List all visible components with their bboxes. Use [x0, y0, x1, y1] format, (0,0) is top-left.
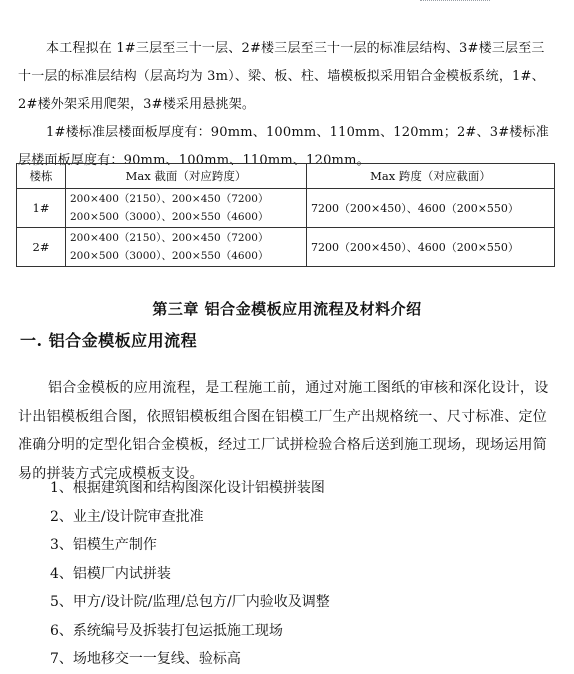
process-steps-list	[50, 474, 330, 674]
cell-span: 7200（200×450）、4600（200×550）	[307, 228, 555, 267]
floor-spec-table	[16, 163, 555, 267]
cell-building: 1#	[17, 189, 66, 228]
intro-paragraph-2: 1#楼标准层楼面板厚度有：90mm、100mm、110mm、120mm；2#、3#楼标准层楼面板厚度有：90mm、100mm、110mm、120mm。	[18, 125, 549, 168]
list-item: 4、铝模厂内试拼装	[50, 565, 171, 582]
table-row	[17, 228, 555, 267]
intro-paragraph-1: 本工程拟在 1#三层至三十一层、2#楼三层至三十一层的标准层结构、3#楼三层至三十一层的标准层结构（层高均为 3m）、梁、板、柱、墙模板拟采用铝合金模板系统，1#、2#楼外架采用爬架，3#楼采用悬挑架。	[18, 41, 545, 112]
section-line: 200×400（2150）、200×450（7200）	[70, 193, 269, 205]
section-line: 200×500（3000）、200×550（4600）	[70, 250, 269, 262]
list-item: 5、甲方/设计院/监理/总包方/厂内验收及调整	[50, 594, 330, 610]
list-item: 1、根据建筑图和结构图深化设计铝模拼装图	[50, 480, 325, 496]
body-paragraph: 铝合金模板的应用流程，是工程施工前，通过对施工图纸的审核和深化设计，设计出铝模板组合图，依照铝模板组合图在铝模工厂生产出规格统一、尺寸标准、定位准确分明的定型化铝合金模板，经过工厂试拼检验合格后送到施工现场，现场运用简易的拼装方式完成模板支设。	[18, 380, 549, 482]
cell-span: 7200（200×450）、4600（200×550）	[307, 189, 555, 228]
section-line: 200×500（3000）、200×550（4600）	[70, 211, 269, 223]
cell-section	[66, 228, 307, 267]
header-rule	[420, 0, 490, 5]
cell-section	[66, 189, 307, 228]
table-row	[17, 189, 555, 228]
section-line: 200×400（2150）、200×450（7200）	[70, 232, 269, 244]
header-building: 楼栋	[17, 164, 66, 189]
list-item: 6、系统编号及拆装打包运抵施工现场	[50, 622, 283, 639]
chapter-title: 第三章 铝合金模板应用流程及材料介绍	[152, 300, 422, 318]
cell-building: 2#	[17, 228, 66, 267]
header-max-section: Max 截面（对应跨度）	[66, 164, 307, 189]
list-item: 7、场地移交一一复线、验标高	[50, 651, 241, 667]
section-title: 一. 铝合金模板应用流程	[20, 331, 198, 350]
table-header-row	[17, 164, 555, 189]
list-item: 2、业主/设计院审查批准	[50, 508, 204, 525]
list-item: 3、铝模生产制作	[50, 537, 157, 553]
header-max-span: Max 跨度（对应截面）	[307, 164, 555, 189]
